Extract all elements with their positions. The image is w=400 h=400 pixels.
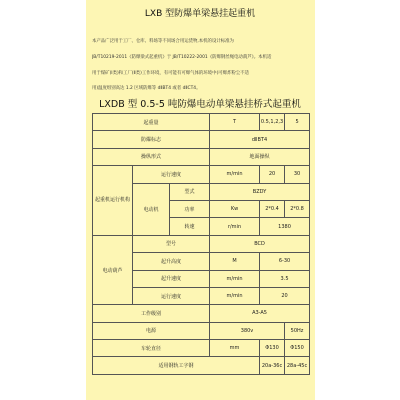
lift-speed-label: 起升速度	[133, 270, 210, 287]
motor-power-value-2: 2*0.8	[285, 200, 310, 217]
control-mode-label: 操纵形式	[93, 148, 210, 165]
lifting-capacity-unit: T	[210, 114, 260, 131]
motor-power-unit: Kw	[210, 200, 260, 217]
travel-speed-value-1: 20	[260, 166, 285, 183]
intro-line-4: 用)温度组别高达 1.2 区域防爆等 dⅡBT4 或者 dⅡCT4。	[92, 86, 201, 91]
table-row	[93, 114, 310, 131]
track-value-2: 28a-45c	[285, 357, 310, 374]
wheel-diameter-value-1: Φ130	[260, 340, 285, 357]
crane-travel-group-label: 起重机运行机构	[93, 166, 133, 236]
wheel-diameter-value-2: Φ150	[285, 340, 310, 357]
travel-speed-value-2: 30	[285, 166, 310, 183]
table-row	[93, 148, 310, 165]
motor-rpm-label: 转速	[170, 218, 210, 235]
table-row	[93, 235, 310, 252]
hoist-run-speed-label: 运行速度	[133, 287, 210, 304]
power-supply-frequency: 50Hz	[285, 322, 310, 339]
table-row	[93, 166, 310, 183]
table-row	[93, 305, 310, 322]
lift-height-label: 起升高度	[133, 253, 210, 270]
intro-line-2: JB/T10219-2011《防爆梁式起重机》于 JB/T10222-2001《防爆钢丝绳电动葫芦》。本机适	[92, 55, 272, 60]
table-row	[93, 340, 310, 357]
document-title: LXB 型防爆单梁悬挂起重机	[144, 9, 256, 19]
lift-speed-unit: m/min	[210, 270, 260, 287]
wheel-diameter-unit: mm	[210, 340, 260, 357]
track-value-1: 20a-36c	[260, 357, 285, 374]
intro-line-3: 用于煤矿(Ⅰ类)和工厂(Ⅱ类)工作环境，有可能有可爆气体的环境中(可爆炸粉尘不适	[92, 71, 249, 76]
work-class-label: 工作级别	[93, 305, 210, 322]
spec-table	[92, 113, 310, 375]
motor-model-label: 型式	[170, 183, 210, 200]
travel-speed-unit: m/min	[210, 166, 260, 183]
hoist-run-speed-unit: m/min	[210, 287, 260, 304]
wheel-diameter-label: 车轮直径	[93, 340, 210, 357]
lift-speed-value: 3.5	[260, 270, 310, 287]
motor-rpm-unit: r/min	[210, 218, 260, 235]
motor-power-value-1: 2*0.4	[260, 200, 285, 217]
hoist-model-label: 型号	[133, 235, 210, 252]
lifting-capacity-value-2: 5	[285, 114, 310, 131]
table-row	[93, 357, 310, 374]
motor-group-label: 电动机	[133, 183, 170, 235]
travel-speed-label: 运行速度	[133, 166, 210, 183]
motor-power-label: 功率	[170, 200, 210, 217]
explosion-mark-value: dⅡBT4	[210, 131, 310, 148]
lifting-capacity-value-1: 0.5,1,2,3	[260, 114, 285, 131]
table-title: LXDB 型 0.5-5 吨防爆电动单梁悬挂桥式起重机	[99, 99, 301, 110]
lifting-capacity-label: 起重量	[93, 114, 210, 131]
hoist-run-speed-value: 20	[260, 287, 310, 304]
explosion-mark-label: 防爆标志	[93, 131, 210, 148]
hoist-group-label: 电动葫芦	[93, 235, 133, 305]
hoist-model-value: BCD	[210, 235, 310, 252]
power-supply-voltage: 380v	[210, 322, 285, 339]
control-mode-value: 地面操纵	[210, 148, 310, 165]
power-supply-label: 电源	[93, 322, 210, 339]
motor-rpm-value: 1380	[260, 218, 310, 235]
lift-height-unit: M	[210, 253, 260, 270]
lift-height-value: 6-30	[260, 253, 310, 270]
table-row	[93, 131, 310, 148]
table-row	[93, 322, 310, 339]
motor-model-value: BZDY	[210, 183, 310, 200]
intro-line-1: 本产品广泛用于工厂、仓库、料场等不同场合用运货物,本机的设计标准为	[92, 39, 234, 44]
work-class-value: A3-A5	[210, 305, 310, 322]
track-label: 适用钢轨工字钢	[93, 357, 260, 374]
